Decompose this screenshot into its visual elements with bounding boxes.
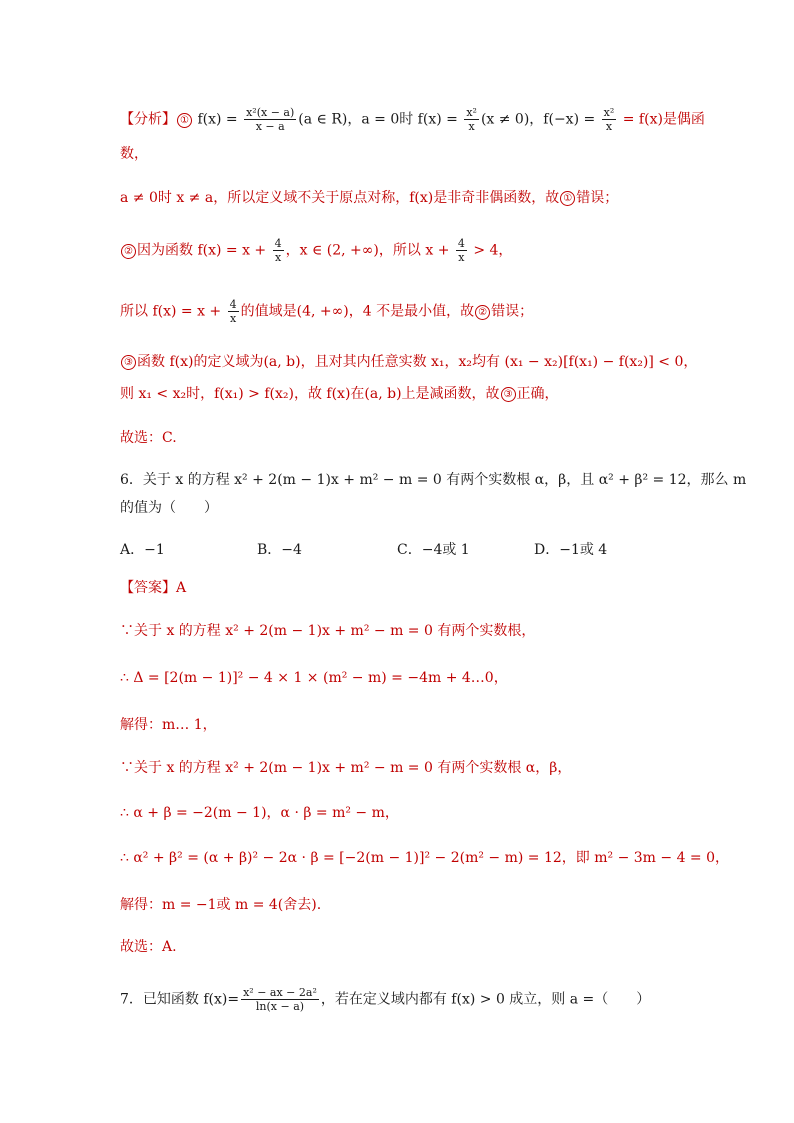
analysis-text: (x ≠ 0)，f(−x) =: [480, 111, 600, 128]
fraction: $\frac{4}{x}$: [229, 298, 237, 325]
q6-choose: 故选：A.: [120, 939, 177, 955]
analysis-line-4: [120, 237, 684, 264]
analysis-line-2: 数，: [120, 146, 148, 162]
q6-options: [120, 539, 720, 559]
analysis-line-3: [120, 188, 684, 208]
circled-number-3: ③: [501, 387, 516, 402]
q6-solution-7: 解得：m = −1或 m = 4(舍去).: [120, 897, 322, 913]
fraction: $\frac{\text{x²}}{x}$: [603, 106, 615, 133]
analysis-text: 的值域是(4, +∞)，4 不是最小值，故: [240, 303, 475, 320]
analysis-text: 则 x₁ < x₂时，f(x₁) > f(x₂)，故 f(x)在(a, b)上是减函数，故: [120, 386, 500, 402]
fraction: $\frac{4}{x}$: [457, 237, 465, 264]
q6-stem-line-2: 的值为（ ）: [120, 500, 218, 516]
analysis-line-5: [120, 298, 684, 325]
option-b[interactable]: B．−4: [257, 542, 302, 558]
circled-number-2: ②: [475, 305, 490, 320]
analysis-text: = f(x)是偶函: [618, 111, 705, 128]
fraction: $\frac{4}{x}$: [274, 237, 282, 264]
answer-value: A: [176, 580, 187, 596]
q6-solution-3: 解得：m… 1，: [120, 717, 217, 733]
analysis-text: 所以 f(x) = x +: [120, 303, 226, 320]
circled-number-3: ③: [121, 355, 136, 370]
fraction: $\frac{\text{x² − ax − 2a²}}{\ln(x - a)}$: [243, 986, 317, 1013]
q6-solution-4: ∵关于 x 的方程 x² + 2(m − 1)x + m² − m = 0 有两个实数根 α，β，: [120, 760, 572, 776]
q6-solution-5: ∴ α + β = −2(m − 1)，α · β = m² − m，: [120, 805, 399, 821]
analysis-text: > 4，: [468, 242, 513, 259]
q6-solution-1: ∵关于 x 的方程 x² + 2(m − 1)x + m² − m = 0 有两个实数根，: [120, 623, 536, 639]
analysis-text: 函数 f(x)的定义域为(a, b)，且对其内任意实数 x₁，x₂均有 (x₁ − x₂)[f(x₁) − f(x₂)] < 0，: [137, 354, 698, 370]
q6-stem-line-1: 6．关于 x 的方程 x² + 2(m − 1)x + m² − m = 0 有两个实数根 α，β，且 α² + β² = 12，那么 m: [120, 472, 747, 488]
q6-answer: [120, 578, 684, 598]
analysis-label: 【分析】: [120, 111, 176, 128]
analysis-text: 因为函数 f(x) = x +: [137, 242, 271, 259]
analysis-text: f(x) =: [193, 111, 243, 128]
analysis-line-6: [120, 352, 698, 372]
q7-text: ，若在定义域内都有 f(x) > 0 成立，则 a =（ ）: [320, 991, 651, 1008]
q7-text: 7．已知函数 f(x)=: [120, 991, 240, 1008]
circled-number-1: ①: [177, 113, 192, 128]
analysis-text: 正确，: [516, 386, 559, 402]
q7-stem: [120, 986, 684, 1013]
option-d[interactable]: D．−1或 4: [534, 542, 608, 558]
q6-solution-2: ∴ Δ = [2(m − 1)]² − 4 × 1 × (m² − m) = −4m + 4…0，: [120, 670, 508, 686]
option-a[interactable]: A．−1: [120, 542, 165, 558]
analysis-line-1: [120, 106, 705, 133]
analysis-choose: 故选：C.: [120, 430, 177, 446]
analysis-line-7: [120, 384, 684, 404]
circled-number-2: ②: [121, 244, 136, 259]
analysis-text: 错误；: [491, 303, 534, 320]
analysis-text: a ≠ 0时 x ≠ a，所以定义域不关于原点对称，f(x)是非奇非偶函数，故: [120, 190, 560, 206]
circled-number-1: ①: [560, 191, 575, 206]
analysis-text: (a ∈ R)，a = 0时 f(x) =: [298, 111, 463, 128]
answer-label: 【答案】: [120, 580, 176, 596]
fraction: $\frac{\text{x²(x − a)}}{x - a}$: [246, 106, 295, 133]
analysis-text: ，x ∈ (2, +∞)，所以 x +: [285, 242, 454, 259]
analysis-text: 错误；: [576, 190, 619, 206]
fraction: $\frac{\text{x²}}{x}$: [466, 106, 477, 133]
q6-solution-6: ∴ α² + β² = (α + β)² − 2α · β = [−2(m − 1)]² − 2(m² − m) = 12，即 m² − 3m − 4 = 0，: [120, 850, 730, 866]
option-c[interactable]: C．−4或 1: [397, 542, 470, 558]
